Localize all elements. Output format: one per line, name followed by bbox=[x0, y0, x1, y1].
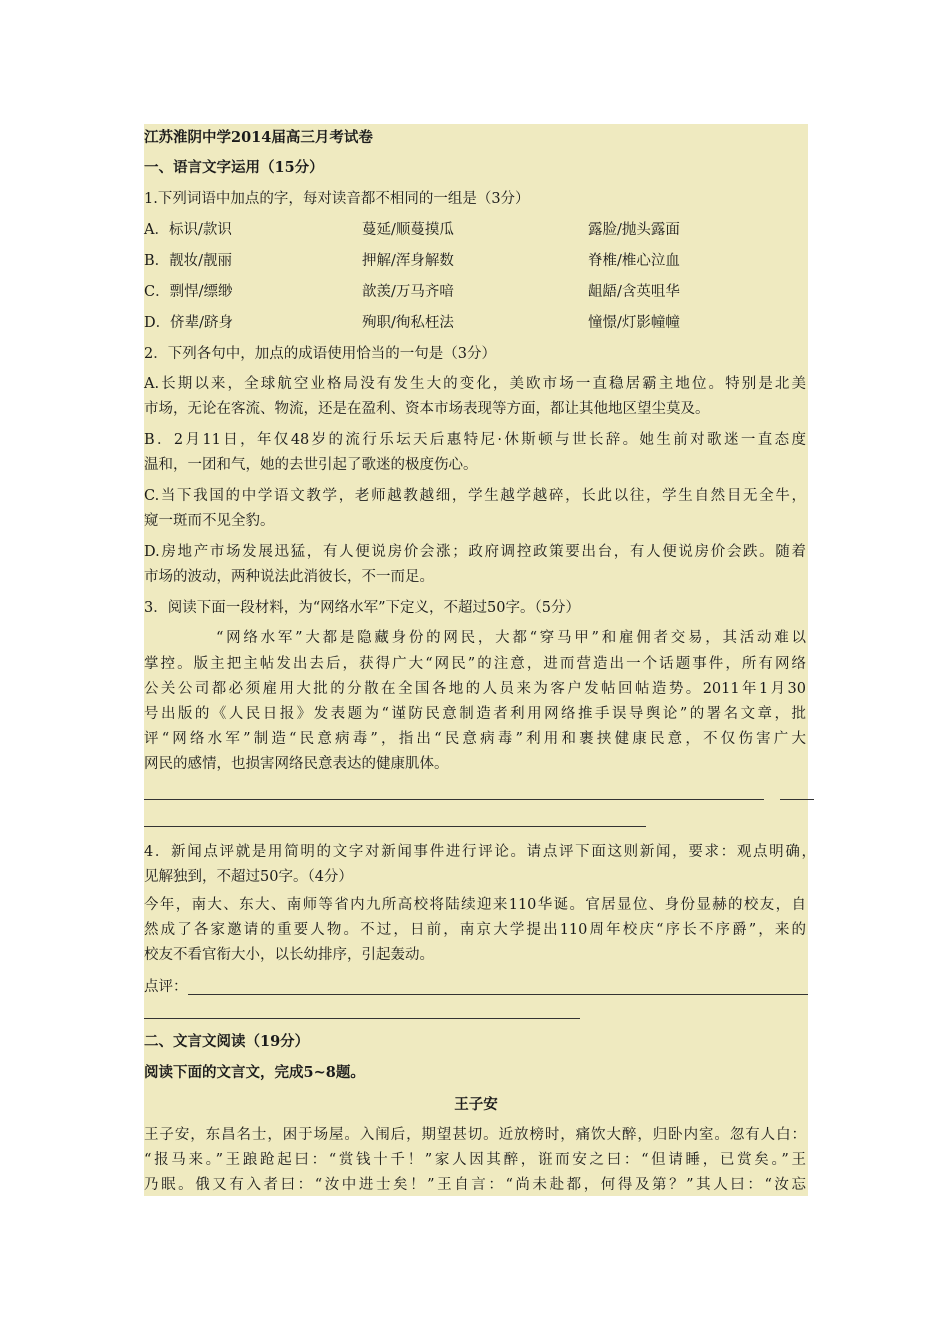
passage-line2: “报马来。”王踉跄起曰：“赏钱十千！”家人因其醉，诳而安之曰：“但请睡，已赏矣。”王 bbox=[144, 1152, 806, 1168]
exam-title: 江苏淮阴中学2014届高三月考试卷 bbox=[144, 129, 373, 146]
passage-line3: 乃眠。俄又有入者曰：“汝中进士矣！”王自言：“尚未赴都，何得及第？”其人曰：“汝忘 bbox=[144, 1177, 806, 1193]
section2-instruction: 阅读下面的文言文，完成5~8题。 bbox=[144, 1064, 365, 1081]
q4-stem-line1: 4．新闻点评就是用简明的文字对新闻事件进行评论。请点评下面这则新闻，要求：观点明确， bbox=[144, 844, 816, 860]
q3-material-line4: 号出版的《人民日报》发表题为“谨防民意制造者利用网络推手误导舆论”的署名文章，批 bbox=[144, 706, 806, 722]
q4-news-line1: 今年，南大、东大、南师等省内九所高校将陆续迎来110华诞。官居显位、身份显赫的校友，自 bbox=[144, 897, 806, 913]
q1-stem: 1.下列词语中加点的字，每对读音都不相同的一组是（3分） bbox=[144, 191, 530, 207]
q2-option-b-line1: B．2月11日，年仅48岁的流行乐坛天后惠特尼·休斯顿与世长辞。她生前对歌迷一直态度 bbox=[144, 432, 806, 448]
q3-material-line2: 掌控。版主把主帖发出去后，获得广大“网民”的注意，进而营造出一个话题事件，所有网络 bbox=[144, 656, 806, 672]
q2-option-a-line1: A.长期以来，全球航空业格局没有发生大的变化，美欧市场一直稳居霸主地位。特别是北美 bbox=[144, 376, 806, 392]
q3-material-line5: 评“网络水军”制造“民意病毒”，指出“民意病毒”利用和裹挟健康民意，不仅伤害广大 bbox=[144, 731, 806, 747]
section-heading-2: 二、文言文阅读（19分） bbox=[144, 1033, 310, 1050]
q2-option-d-line1: D.房地产市场发展迅猛，有人便说房价会涨；政府调控政策要出台，有人便说房价会跌。随着 bbox=[144, 544, 806, 560]
comment-label: 点评： bbox=[144, 979, 188, 995]
q2-option-a-line2: 市场，无论在客流、物流，还是在盈利、资本市场表现等方面，都让其他地区望尘莫及。 bbox=[144, 401, 710, 417]
q2-stem: 2．下列各句中，加点的成语使用恰当的一句是（3分） bbox=[144, 346, 496, 362]
exam-page: 江苏淮阴中学2014届高三月考试卷 一、语言文字运用（15分） 1.下列词语中加点的字，每对读音都不相同的一组是（3分） A．标识/款识 蔓延/顺蔓摸瓜 露脸/抛头露面 B．靓妆/靓丽 押解/浑身解数 脊椎/椎心泣血 C．剽悍/缥缈 歆羡/万马齐喑 龃龉/含英咀华 D．侪辈/跻身 殉职/徇私枉法 憧憬/灯影幢幢 2．下列各句中，加点的成语使用恰当的一句是（3分） A.长期以来，全球航空业格局没有发生大的变化，美欧市场一直稳居霸主地位。特别是北美 市场，无论在客流、物流，还是在盈利、资本市场表现等方面，都让其他地区望尘莫及。 B．2月11日，年仅48岁的流行乐坛天后惠特尼·休斯顿与世长辞。她生前对歌迷一直态度 温和，一团和气，她的去世引起了歌迷的极度伤心。 C.当下我国的中学语文教学，老师越教越细，学生越学越碎，长此以往，学生自然目无全牛， 窥一斑而不见全豹。 D.房地产市场发展迅猛，有人便说房价会涨；政府调控政策要出台，有人便说房价会跌。随着 市场的波动，两种说法此消彼长，不一而足。 3．阅读下面一段材料，为“网络水军”下定义，不超过50字。（5分） “网络水军”大都是隐藏身份的网民，大都“穿马甲”和雇佣者交易，其活动难以 掌控。版主把主帖发出去后，获得广大“网民”的注意，进而营造出一个话题事件，所有网络 公关公司都必须雇用大批的分散在全国各地的人员来为客户发帖回帖造势。2011年1月30 号出版的《人民日报》发表题为“谨防民意制造者利用网络推手误导舆论”的署名文章，批 评“网络水军”制造“民意病毒”，指出“民意病毒”利用和裹挟健康民意，不仅伤害广大 网民的感情，也损害网络民意表达的健康肌体。 4．新闻点评就是用简明的文字对新闻事件进行评论。请点评下面这则新闻，要求：观点明确， 见解独到，不超过50字。（4分） 今年，南大、东大、南师等省内九所高校将陆续迎来110华诞。官居显位、身份显赫的校友，自 然成了各家邀请的重要人物。不过，日前，南京大学提出110周年校庆“序长不序爵”，来的 校友不看官衔大小，以长幼排序，引起轰动。 点评： 二、文言文阅读（19分） 阅读下面的文言文，完成5~8题。 王子安 王子安，东昌名士，困于场屋。入闱后，期望甚切。近放榜时，痛饮大醉，归卧内室。忽有人白： “报马来。”王踉跄起曰：“赏钱十千！”家人因其醉，诳而安之曰：“但请睡，已赏矣。”王 乃眠。俄又有入者曰：“汝中进士矣！”王自言：“尚未赴都，何得及第？”其人曰：“汝忘 bbox=[144, 124, 808, 1196]
q3-material-line6: 网民的感情，也损害网络民意表达的健康肌体。 bbox=[144, 756, 449, 772]
q2-option-d-line2: 市场的波动，两种说法此消彼长，不一而足。 bbox=[144, 569, 434, 585]
passage-title: 王子安 bbox=[454, 1096, 498, 1113]
q3-stem: 3．阅读下面一段材料，为“网络水军”下定义，不超过50字。（5分） bbox=[144, 600, 580, 616]
q3-answer-line-1a[interactable] bbox=[144, 799, 764, 800]
passage-line1: 王子安，东昌名士，困于场屋。入闱后，期望甚切。近放榜时，痛饮大醉，归卧内室。忽有人白： bbox=[144, 1127, 806, 1143]
q4-answer-line-1[interactable] bbox=[188, 994, 808, 995]
q3-material-line1: “网络水军”大都是隐藏身份的网民，大都“穿马甲”和雇佣者交易，其活动难以 bbox=[216, 630, 806, 646]
q3-material-line3: 公关公司都必须雇用大批的分散在全国各地的人员来为客户发帖回帖造势。2011年1月30 bbox=[144, 681, 806, 697]
q2-option-b-line2: 温和，一团和气，她的去世引起了歌迷的极度伤心。 bbox=[144, 457, 478, 473]
section-heading-1: 一、语言文字运用（15分） bbox=[144, 159, 324, 176]
q2-option-c-line1: C.当下我国的中学语文教学，老师越教越细，学生越学越碎，长此以往，学生自然目无全牛， bbox=[144, 488, 806, 504]
q4-news-line3: 校友不看官衔大小，以长幼排序，引起轰动。 bbox=[144, 947, 434, 963]
q3-answer-line-1b[interactable] bbox=[780, 799, 814, 800]
q4-answer-line-2[interactable] bbox=[144, 1018, 580, 1019]
q4-stem-line2: 见解独到，不超过50字。（4分） bbox=[144, 869, 353, 885]
q2-option-c-line2: 窥一斑而不见全豹。 bbox=[144, 513, 275, 529]
q4-news-line2: 然成了各家邀请的重要人物。不过，日前，南京大学提出110周年校庆“序长不序爵”，来的 bbox=[144, 922, 806, 938]
q3-answer-line-2[interactable] bbox=[144, 826, 646, 827]
